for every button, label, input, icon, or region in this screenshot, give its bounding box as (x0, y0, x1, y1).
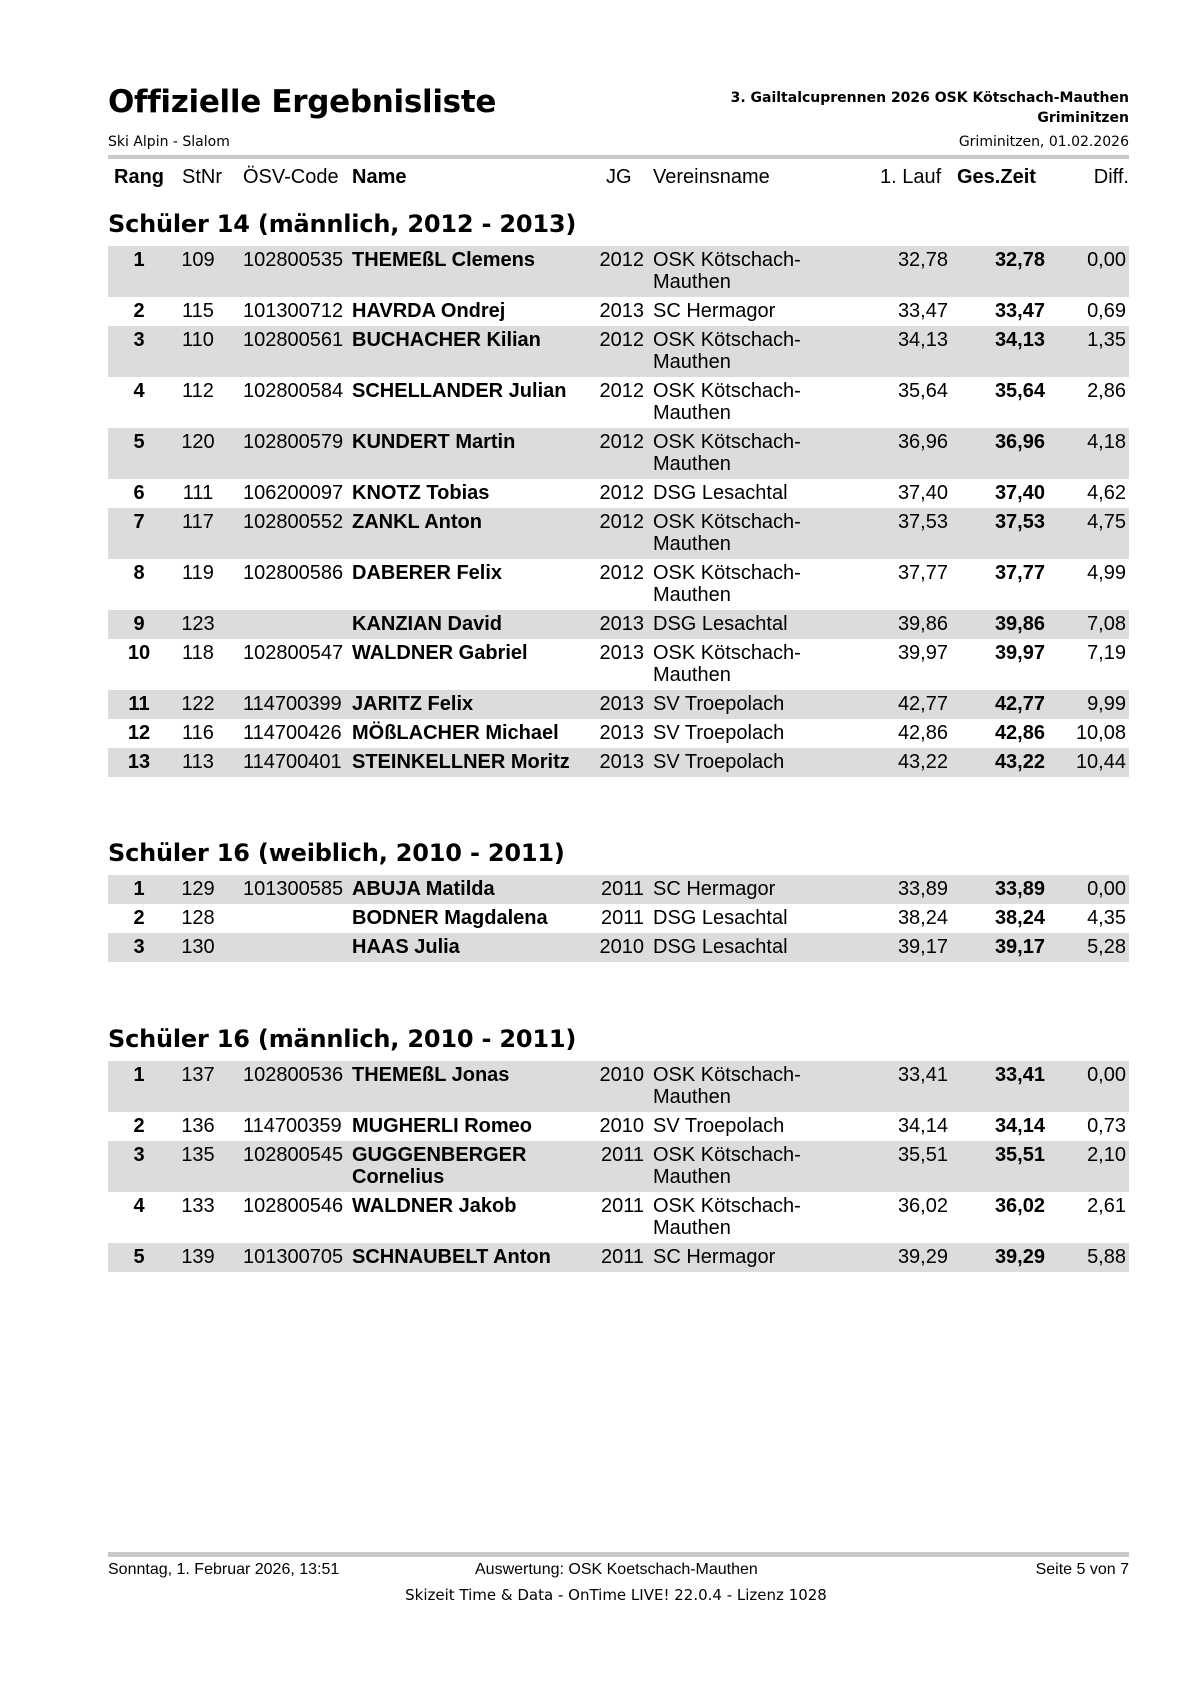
cell-name: STEINKELLNER Moritz (352, 751, 570, 773)
cell-ges: 37,40 (994, 482, 1045, 504)
cell-verein: SC Hermagor (653, 1246, 776, 1268)
table-row (108, 639, 1129, 690)
table-row (108, 875, 1129, 904)
cell-stnr: 120 (181, 431, 215, 453)
cell-lauf1: 37,77 (897, 562, 948, 584)
cell-code: 114700399 (243, 693, 342, 715)
cell-verein: OSK Kötschach-Mauthen (653, 1064, 801, 1108)
cell-rang: 9 (133, 613, 145, 635)
cell-rang: 1 (133, 249, 145, 271)
cell-rang: 13 (127, 751, 151, 773)
cell-stnr: 122 (181, 693, 215, 715)
cell-lauf1: 42,86 (897, 722, 948, 744)
column-header-rang: Rang (114, 166, 164, 188)
footer-software: Skizeit Time & Data - OnTime LIVE! 22.0.4 - Lizenz 1028 (405, 1586, 827, 1604)
cell-stnr: 109 (181, 249, 215, 271)
cell-verein: DSG Lesachtal (653, 482, 788, 504)
table-row (108, 559, 1129, 610)
cell-jg: 2012 (599, 329, 644, 351)
cell-name: SCHELLANDER Julian (352, 380, 567, 402)
cell-rang: 1 (133, 1064, 145, 1086)
cell-jg: 2010 (599, 1064, 644, 1086)
column-header-stnr: StNr (182, 166, 222, 188)
cell-stnr: 116 (182, 722, 214, 744)
cell-lauf1: 32,78 (897, 249, 948, 271)
cell-rang: 4 (133, 1195, 145, 1217)
cell-ges: 34,13 (994, 329, 1045, 351)
cell-lauf1: 39,86 (897, 613, 948, 635)
cell-stnr: 111 (182, 482, 214, 504)
cell-name: ABUJA Matilda (352, 878, 495, 900)
cell-lauf1: 33,41 (897, 1064, 948, 1086)
cell-code: 102800536 (243, 1064, 344, 1086)
cell-lauf1: 37,53 (897, 511, 948, 533)
cell-code: 102800561 (243, 329, 344, 351)
cell-code: 102800535 (243, 249, 344, 271)
table-row (108, 479, 1129, 508)
cell-ges: 43,22 (994, 751, 1045, 773)
cell-verein: SC Hermagor (653, 878, 776, 900)
cell-diff: 9,99 (1087, 693, 1126, 715)
cell-diff: 2,86 (1087, 380, 1126, 402)
cell-stnr: 139 (181, 1246, 215, 1268)
cell-jg: 2010 (599, 936, 644, 958)
table-row (108, 1192, 1129, 1243)
cell-jg: 2012 (599, 482, 644, 504)
cell-jg: 2012 (599, 431, 644, 453)
cell-stnr: 112 (182, 380, 214, 402)
cell-diff: 10,08 (1075, 722, 1126, 744)
column-header-row (0, 163, 1190, 193)
cell-rang: 2 (133, 1115, 145, 1137)
cell-rang: 7 (133, 511, 145, 533)
cell-lauf1: 38,24 (897, 907, 948, 929)
cell-lauf1: 42,77 (897, 693, 948, 715)
cell-verein: SC Hermagor (653, 300, 776, 322)
cell-code: 101300705 (243, 1246, 344, 1268)
cell-name: HAVRDA Ondrej (352, 300, 506, 322)
footer-auswertung: Auswertung: OSK Koetschach-Mauthen (475, 1561, 758, 1578)
cell-verein: SV Troepolach (653, 693, 785, 715)
column-header-jg: JG (606, 166, 632, 188)
cell-name: ZANKL Anton (352, 511, 482, 533)
cell-stnr: 113 (182, 751, 214, 773)
cell-diff: 7,19 (1087, 642, 1126, 664)
cell-jg: 2013 (599, 613, 644, 635)
cell-jg: 2011 (600, 1195, 644, 1217)
cell-rang: 1 (133, 878, 145, 900)
section-title: Schüler 16 (männlich, 2010 - 2011) (108, 1025, 577, 1053)
cell-code: 101300585 (243, 878, 344, 900)
cell-verein: OSK Kötschach-Mauthen (653, 380, 801, 424)
cell-code: 102800586 (243, 562, 344, 584)
cell-stnr: 123 (181, 613, 215, 635)
cell-code: 102800547 (243, 642, 344, 664)
cell-verein: OSK Kötschach-Mauthen (653, 1195, 801, 1239)
column-header-code: ÖSV-Code (243, 166, 339, 188)
cell-rang: 10 (127, 642, 151, 664)
cell-ges: 35,64 (994, 380, 1045, 402)
cell-name: WALDNER Jakob (352, 1195, 517, 1217)
cell-code: 102800552 (243, 511, 344, 533)
table-row (108, 297, 1129, 326)
cell-rang: 3 (133, 329, 145, 351)
cell-name: DABERER Felix (352, 562, 503, 584)
cell-rang: 2 (133, 300, 145, 322)
cell-ges: 34,14 (994, 1115, 1045, 1137)
cell-name: MUGHERLI Romeo (352, 1115, 532, 1137)
section-title: Schüler 14 (männlich, 2012 - 2013) (108, 210, 577, 238)
cell-jg: 2012 (599, 380, 644, 402)
cell-diff: 5,88 (1087, 1246, 1126, 1268)
cell-diff: 10,44 (1075, 751, 1126, 773)
cell-rang: 3 (133, 936, 145, 958)
cell-diff: 4,62 (1087, 482, 1126, 504)
cell-diff: 4,99 (1087, 562, 1126, 584)
table-row (108, 690, 1129, 719)
cell-lauf1: 39,17 (897, 936, 948, 958)
cell-name: THEMEßL Clemens (352, 249, 535, 271)
cell-stnr: 133 (181, 1195, 215, 1217)
table-row (108, 246, 1129, 297)
cell-lauf1: 36,96 (897, 431, 948, 453)
cell-jg: 2013 (599, 722, 644, 744)
cell-lauf1: 37,40 (897, 482, 948, 504)
cell-stnr: 119 (182, 562, 214, 584)
column-header-verein: Vereinsname (653, 166, 770, 188)
cell-ges: 37,53 (994, 511, 1045, 533)
cell-code: 102800584 (243, 380, 344, 402)
event-name-line1: 3. Gailtalcuprennen 2026 OSK Kötschach-Mauthen (730, 90, 1129, 106)
cell-jg: 2013 (599, 693, 644, 715)
cell-rang: 5 (133, 1246, 145, 1268)
cell-lauf1: 39,29 (897, 1246, 948, 1268)
cell-diff: 4,35 (1087, 907, 1126, 929)
cell-diff: 5,28 (1087, 936, 1126, 958)
cell-stnr: 117 (182, 511, 214, 533)
cell-rang: 4 (133, 380, 145, 402)
table-row (108, 1141, 1129, 1192)
cell-jg: 2011 (600, 1144, 644, 1166)
table-row (108, 610, 1129, 639)
cell-diff: 4,18 (1087, 431, 1126, 453)
cell-rang: 12 (127, 722, 151, 744)
table-row (108, 1061, 1129, 1112)
cell-jg: 2011 (600, 907, 644, 929)
cell-ges: 33,41 (994, 1064, 1045, 1086)
cell-verein: SV Troepolach (653, 751, 785, 773)
cell-verein: OSK Kötschach-Mauthen (653, 1144, 801, 1188)
cell-rang: 5 (133, 431, 145, 453)
cell-ges: 39,97 (994, 642, 1045, 664)
cell-name: BODNER Magdalena (352, 907, 548, 929)
cell-diff: 0,73 (1087, 1115, 1126, 1137)
cell-name: HAAS Julia (352, 936, 460, 958)
cell-code: 101300712 (243, 300, 344, 322)
cell-lauf1: 33,89 (897, 878, 948, 900)
cell-verein: DSG Lesachtal (653, 613, 788, 635)
column-header-name: Name (352, 166, 407, 188)
cell-stnr: 110 (182, 329, 214, 351)
cell-name: MÖßLACHER Michael (352, 722, 559, 744)
cell-jg: 2012 (599, 249, 644, 271)
cell-ges: 36,02 (994, 1195, 1045, 1217)
cell-verein: OSK Kötschach-Mauthen (653, 249, 801, 293)
cell-ges: 33,89 (994, 878, 1045, 900)
column-header-lauf1: 1. Lauf (880, 166, 942, 188)
cell-code: 102800546 (243, 1195, 344, 1217)
cell-jg: 2013 (599, 642, 644, 664)
event-name (569, 88, 1129, 128)
cell-verein: SV Troepolach (653, 722, 785, 744)
cell-jg: 2011 (600, 878, 644, 900)
cell-verein: DSG Lesachtal (653, 936, 788, 958)
cell-stnr: 129 (181, 878, 215, 900)
cell-lauf1: 34,13 (897, 329, 948, 351)
cell-name: KANZIAN David (352, 613, 503, 635)
cell-name: GUGGENBERGER Cornelius (352, 1144, 527, 1188)
cell-lauf1: 35,64 (897, 380, 948, 402)
cell-code: 106200097 (243, 482, 344, 504)
cell-rang: 11 (128, 693, 150, 715)
cell-lauf1: 39,97 (897, 642, 948, 664)
cell-ges: 39,17 (994, 936, 1045, 958)
cell-verein: OSK Kötschach-Mauthen (653, 511, 801, 555)
table-row (108, 428, 1129, 479)
cell-rang: 3 (133, 1144, 145, 1166)
discipline-label: Ski Alpin - Slalom (108, 134, 230, 150)
cell-code: 114700401 (243, 751, 342, 773)
cell-diff: 1,35 (1087, 329, 1126, 351)
section-title: Schüler 16 (weiblich, 2010 - 2011) (108, 839, 565, 867)
cell-name: THEMEßL Jonas (352, 1064, 510, 1086)
cell-verein: OSK Kötschach-Mauthen (653, 431, 801, 475)
cell-code: 114700426 (243, 722, 342, 744)
cell-code: 102800579 (243, 431, 344, 453)
cell-diff: 7,08 (1087, 613, 1126, 635)
cell-lauf1: 43,22 (897, 751, 948, 773)
place-date-label: Griminitzen, 01.02.2026 (958, 134, 1129, 150)
cell-verein: OSK Kötschach-Mauthen (653, 642, 801, 686)
cell-ges: 35,51 (994, 1144, 1045, 1166)
footer-page-number: Seite 5 von 7 (1035, 1561, 1129, 1578)
cell-rang: 8 (133, 562, 145, 584)
cell-ges: 39,29 (994, 1246, 1045, 1268)
cell-lauf1: 34,14 (897, 1115, 948, 1137)
table-row (108, 1112, 1129, 1141)
cell-name: SCHNAUBELT Anton (352, 1246, 551, 1268)
cell-name: BUCHACHER Kilian (352, 329, 541, 351)
cell-jg: 2010 (599, 1115, 644, 1137)
cell-verein: OSK Kötschach-Mauthen (653, 562, 801, 606)
cell-jg: 2013 (599, 300, 644, 322)
event-name-line2: Griminitzen (1037, 110, 1129, 126)
cell-jg: 2012 (599, 562, 644, 584)
cell-lauf1: 33,47 (897, 300, 948, 322)
table-row (108, 1243, 1129, 1272)
cell-code: 102800545 (243, 1144, 344, 1166)
cell-stnr: 115 (182, 300, 214, 322)
cell-verein: OSK Kötschach-Mauthen (653, 329, 801, 373)
cell-rang: 2 (133, 907, 145, 929)
cell-ges: 39,86 (994, 613, 1045, 635)
cell-diff: 2,10 (1087, 1144, 1126, 1166)
table-row (108, 719, 1129, 748)
table-row (108, 326, 1129, 377)
cell-verein: SV Troepolach (653, 1115, 785, 1137)
cell-ges: 42,77 (994, 693, 1045, 715)
cell-stnr: 135 (181, 1144, 215, 1166)
cell-ges: 37,77 (994, 562, 1045, 584)
cell-diff: 0,69 (1087, 300, 1126, 322)
cell-ges: 33,47 (994, 300, 1045, 322)
cell-jg: 2012 (599, 511, 644, 533)
cell-verein: DSG Lesachtal (653, 907, 788, 929)
cell-name: JARITZ Felix (352, 693, 474, 715)
cell-ges: 32,78 (994, 249, 1045, 271)
cell-stnr: 137 (181, 1064, 215, 1086)
cell-diff: 4,75 (1087, 511, 1126, 533)
cell-diff: 0,00 (1087, 878, 1126, 900)
cell-diff: 2,61 (1087, 1195, 1126, 1217)
footer-datetime: Sonntag, 1. Februar 2026, 13:51 (108, 1561, 340, 1578)
cell-ges: 42,86 (994, 722, 1045, 744)
cell-stnr: 128 (181, 907, 215, 929)
cell-name: KUNDERT Martin (352, 431, 516, 453)
table-row (108, 904, 1129, 933)
table-row (108, 748, 1129, 777)
cell-diff: 0,00 (1087, 1064, 1126, 1086)
cell-stnr: 118 (182, 642, 214, 664)
table-row (108, 508, 1129, 559)
cell-stnr: 136 (181, 1115, 215, 1137)
header-divider (108, 155, 1129, 159)
cell-stnr: 130 (181, 936, 215, 958)
cell-code: 114700359 (243, 1115, 342, 1137)
cell-ges: 38,24 (994, 907, 1045, 929)
column-header-gesamtzeit: Ges.Zeit (957, 166, 1036, 188)
column-header-diff: Diff. (1093, 166, 1129, 188)
cell-lauf1: 35,51 (897, 1144, 948, 1166)
cell-name: KNOTZ Tobias (352, 482, 490, 504)
cell-jg: 2013 (599, 751, 644, 773)
cell-jg: 2011 (600, 1246, 644, 1268)
table-row (108, 377, 1129, 428)
cell-lauf1: 36,02 (897, 1195, 948, 1217)
cell-rang: 6 (133, 482, 145, 504)
footer-divider (108, 1552, 1129, 1557)
cell-diff: 0,00 (1087, 249, 1126, 271)
cell-ges: 36,96 (994, 431, 1045, 453)
page-title: Offizielle Ergebnisliste (108, 84, 497, 120)
table-row (108, 933, 1129, 962)
cell-name: WALDNER Gabriel (352, 642, 528, 664)
